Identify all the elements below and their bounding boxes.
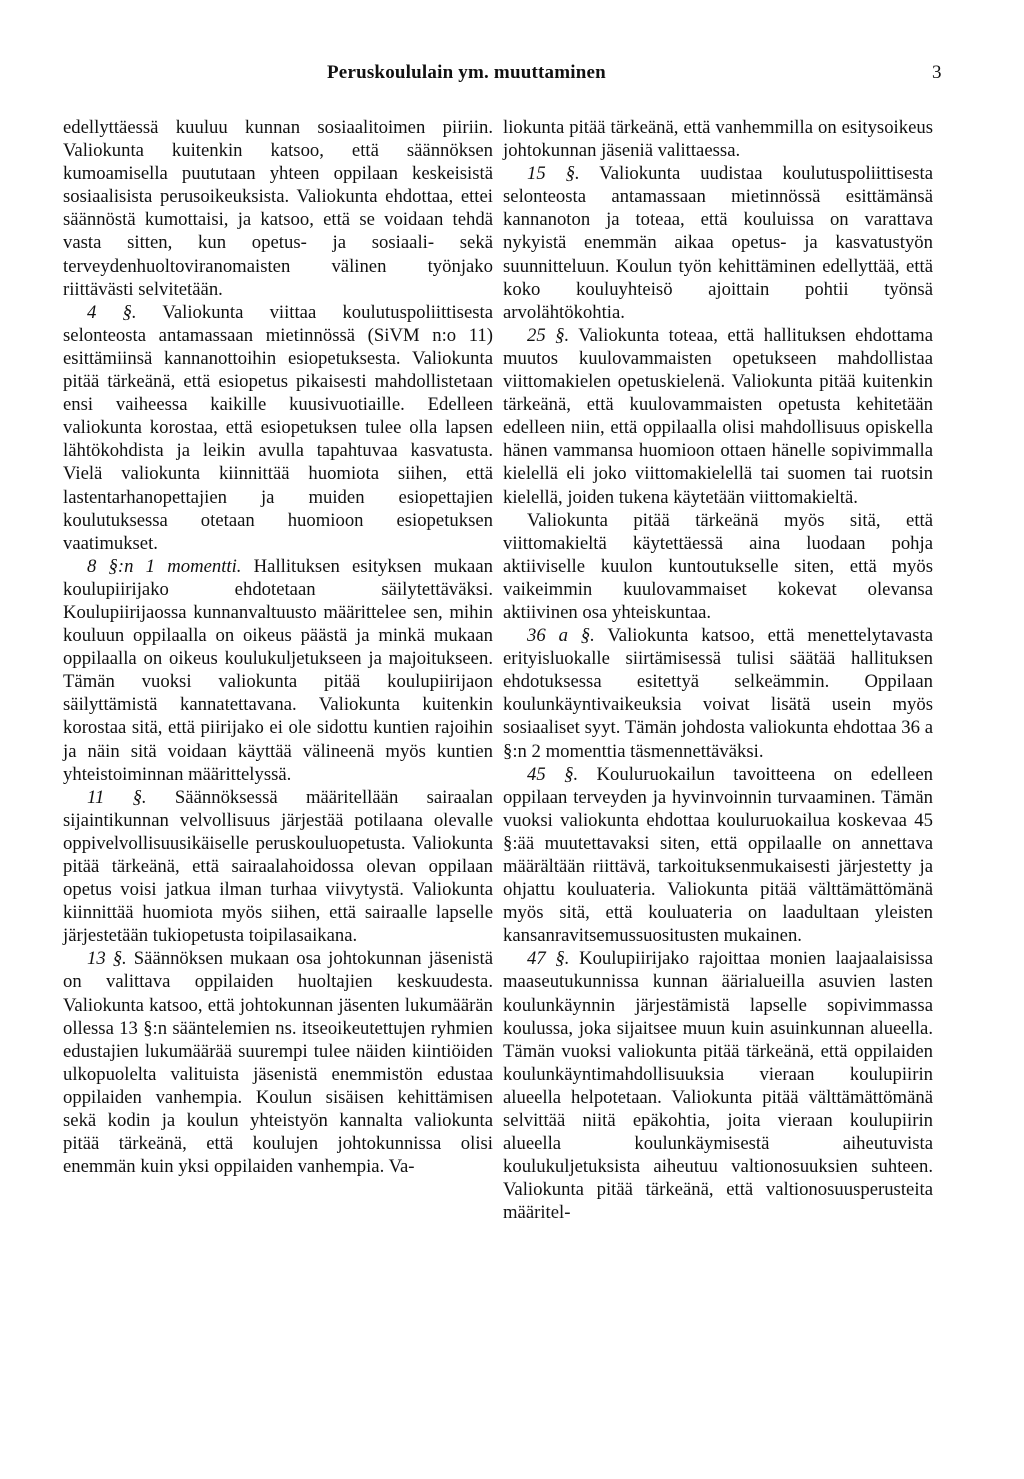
paragraph bbox=[503, 947, 933, 1224]
page-header bbox=[0, 62, 1024, 86]
paragraph bbox=[63, 555, 493, 786]
paragraph-text: edellyttäessä kuuluu kunnan sosiaalitoimen piiriin. Valiokunta kuitenkin katsoo, että säännöksen kumoamisella puututaan yhteen oppilaan keskeisistä sosiaalisista perusoikeuksista. Valiokunta ehdottaa, ettei säännöstä kumottaisi, ja katsoo, että se voidaan tehdä vasta sitten, kun opetus- ja sosiaali- sekä terveydenhuoltoviranomaisten välinen työnjako riittävästi selvitetään. bbox=[63, 117, 493, 300]
paragraph-text: Valiokunta uudistaa koulutuspoliittisesta selonteosta antamassaan mietinnössä esittämänsä kannanoton ja toteaa, että kouluissa on varattava nykyistä enemmän aikaa opetus- ja kasvatustyön suunnitteluun. Koulun työn kehittäminen edellyttää, että koko kouluyhteisö ajoittain pohtii työnsä arvolähtökohtia. bbox=[503, 163, 933, 323]
paragraph bbox=[503, 116, 933, 162]
paragraph-text: Koulupiirijako rajoittaa monien laajaalaisissa maaseutukunnissa kunnan äärialueilla asuvien lasten koulunkäynnin järjestämistä lapselle sopivimmassa koulussa, joka sijaitsee muun kuin asuinkunnan alueella. Tämän vuoksi valiokunta pitää tärkeänä, että oppilaiden koulunkäyntimahdollisuuksia vieraan koulupiirin alueella helpotetaan. Valiokunta pitää välttämättömänä selvittää niitä epäkohtia, joita vieraan koulupiirin alueella koulunkäymisestä aiheutuvista koulukuljetuksista aiheutuu valtionosuuksien suhteen. Valiokunta pitää tärkeänä, että valtionosuusperusteita määritel- bbox=[503, 948, 933, 1224]
paragraph-text: Valiokunta katsoo, että menettelytavasta erityisluokalle siirtämisessä tulisi säätää hallituksen ehdotuksessa esitettyä selkeämmin. Oppilaan koulunkäyntivaikeuksia voivat lisätä usein myös sosiaaliset syyt. Tämän johdosta valiokunta ehdottaa 36 a §:n 2 momenttia täsmennettäväksi. bbox=[503, 625, 933, 762]
paragraph bbox=[63, 116, 493, 301]
paragraph bbox=[503, 624, 933, 763]
paragraph bbox=[503, 324, 933, 509]
paragraph bbox=[503, 509, 933, 624]
section-reference: 15 §. bbox=[527, 163, 580, 185]
paragraph-text: Valiokunta pitää tärkeänä myös sitä, että viittomakieltä käytettäessä aina luodaan pohja aktiiviselle kuulon kuntoutukselle siten, että myös vaikeimmin kuulovammaiset kokevat olevansa aktiivinen osa yhteiskuntaa. bbox=[503, 509, 933, 623]
section-reference: 13 §. bbox=[87, 948, 127, 970]
paragraph-text: Kouluruokailun tavoitteena on edelleen oppilaan terveyden ja hyvinvoinnin turvaaminen. Tämän vuoksi valiokunta ehdottaa kouluruokailua koskevaa 45 §:ää muutettavaksi siten, että oppilaalle on annettava määrältään riittävä, tarkoituksenmukaisesti järjestetty ja ohjattu kouluateria. Valiokunta pitää välttämättömänä myös sitä, että kouluateria on laadultaan yleisten kansanravitsemussuositusten mukainen. bbox=[503, 763, 933, 947]
paragraph bbox=[63, 947, 493, 1178]
page-number: 3 bbox=[932, 62, 942, 83]
section-reference: 36 a §. bbox=[527, 625, 595, 647]
paragraph-text: Hallituksen esityksen mukaan koulupiirijako ehdotetaan säilytettäväksi. Koulupiirijaossa kunnanvaltuusto määrittelee sen, mihin kouluun oppilaalla on oikeus päästä ja minkä mukaan oppilaalla on oikeus koulukuljetukseen ja majoitukseen. Tämän vuoksi valiokunta pitää koulupiirijaon säilyttämistä kannatettavana. Valiokunta kuitenkin korostaa sitä, että piirijako ei ole sidottu kuntien rajoihin ja näin sitä voidaan käyttää välineenä myös kuntien yhteistoiminnan määrittelyssä. bbox=[63, 555, 493, 785]
paragraph bbox=[63, 301, 493, 555]
section-reference: 4 §. bbox=[87, 301, 137, 323]
paragraph-text: liokunta pitää tärkeänä, että vanhemmilla on esitysoikeus johtokunnan jäseniä valittaessa. bbox=[503, 117, 933, 162]
section-reference: 8 §:n 1 momentti. bbox=[87, 555, 242, 577]
section-reference: 25 §. bbox=[527, 324, 570, 346]
paragraph-text: Säännöksen mukaan osa johtokunnan jäsenistä on valittava oppilaiden huoltajien keskuudesta. Valiokunta katsoo, että johtokunnan jäsenten lukumäärän ollessa 13 §:n sääntelemien ns. itseoikeutettujen ryhmien edustajien lukumäärää suurempi tulee näiden kiintiöiden ulkopuolelta valituista jäsenistä enemmistön edustaa oppilaiden vanhempia. Koulun sisäisen kehittämisen sekä kodin ja koulun yhteistyön kannalta valiokunta pitää tärkeänä, että koulujen johtokunnissa olisi enemmän kuin yksi oppilaiden vanhempia. Va- bbox=[63, 948, 493, 1178]
paragraph-text: Valiokunta toteaa, että hallituksen ehdottama muutos kuulovammaisten opetukseen mahdollistaa viittomakielen opetuskielenä. Valiokunta pitää kuitenkin tärkeänä, että kuulovammaisten opetusta kehitetään edelleen niin, että oppilaalla olisi mahdollisuus opiskella hänen vammansa huomioon ottaen hänelle sopivimmalla kielellä eli joko viittomakielellä tai suomen tai ruotsin kielellä, joiden tukena käytetään viittomakieltä. bbox=[503, 324, 934, 508]
paragraph bbox=[63, 786, 493, 948]
paragraph-text: Säännöksessä määritellään sairaalan sijaintikunnan velvollisuus järjestää potilaana olevalle oppivelvollisuusikäiselle peruskouluopetusta. Valiokunta pitää tärkeänä, että sairaalahoidossa olevan oppilaan opetus voisi jatkua ilman turhaa viivytystä. Valiokunta kiinnittää huomiota myös siihen, että sairaalle lapselle järjestetään tukiopetusta toipilasaikana. bbox=[63, 786, 493, 947]
section-reference: 45 §. bbox=[527, 763, 579, 785]
paragraph-text: Valiokunta viittaa koulutuspoliittisesta selonteosta antamassaan mietinnössä (SiVM n:o 11) esittämiinsä kannanottoihin esiopetuksesta. Valiokunta pitää tärkeänä, että esiopetus pikaisesti mahdollistetaan ensi vaiheessa kaikille kuusivuotiaille. Edelleen valiokunta korostaa, että esiopetuksen tulee olla lapsen lähtökohdista ja leikin avulla tapahtuvaa kasvatusta. Vielä valiokunta kiinnittää huomiota siihen, että lastentarhanopettajien ja muiden esiopettajien koulutuksessa otetaan huomioon esiopetuksen vaatimukset. bbox=[63, 301, 494, 554]
right-column bbox=[503, 116, 933, 1225]
paragraph bbox=[503, 763, 933, 948]
left-column bbox=[63, 116, 493, 1178]
running-title: Peruskoululain ym. muuttaminen bbox=[327, 62, 606, 83]
section-reference: 11 §. bbox=[87, 786, 147, 808]
section-reference: 47 §. bbox=[527, 948, 570, 970]
paragraph bbox=[503, 162, 933, 324]
